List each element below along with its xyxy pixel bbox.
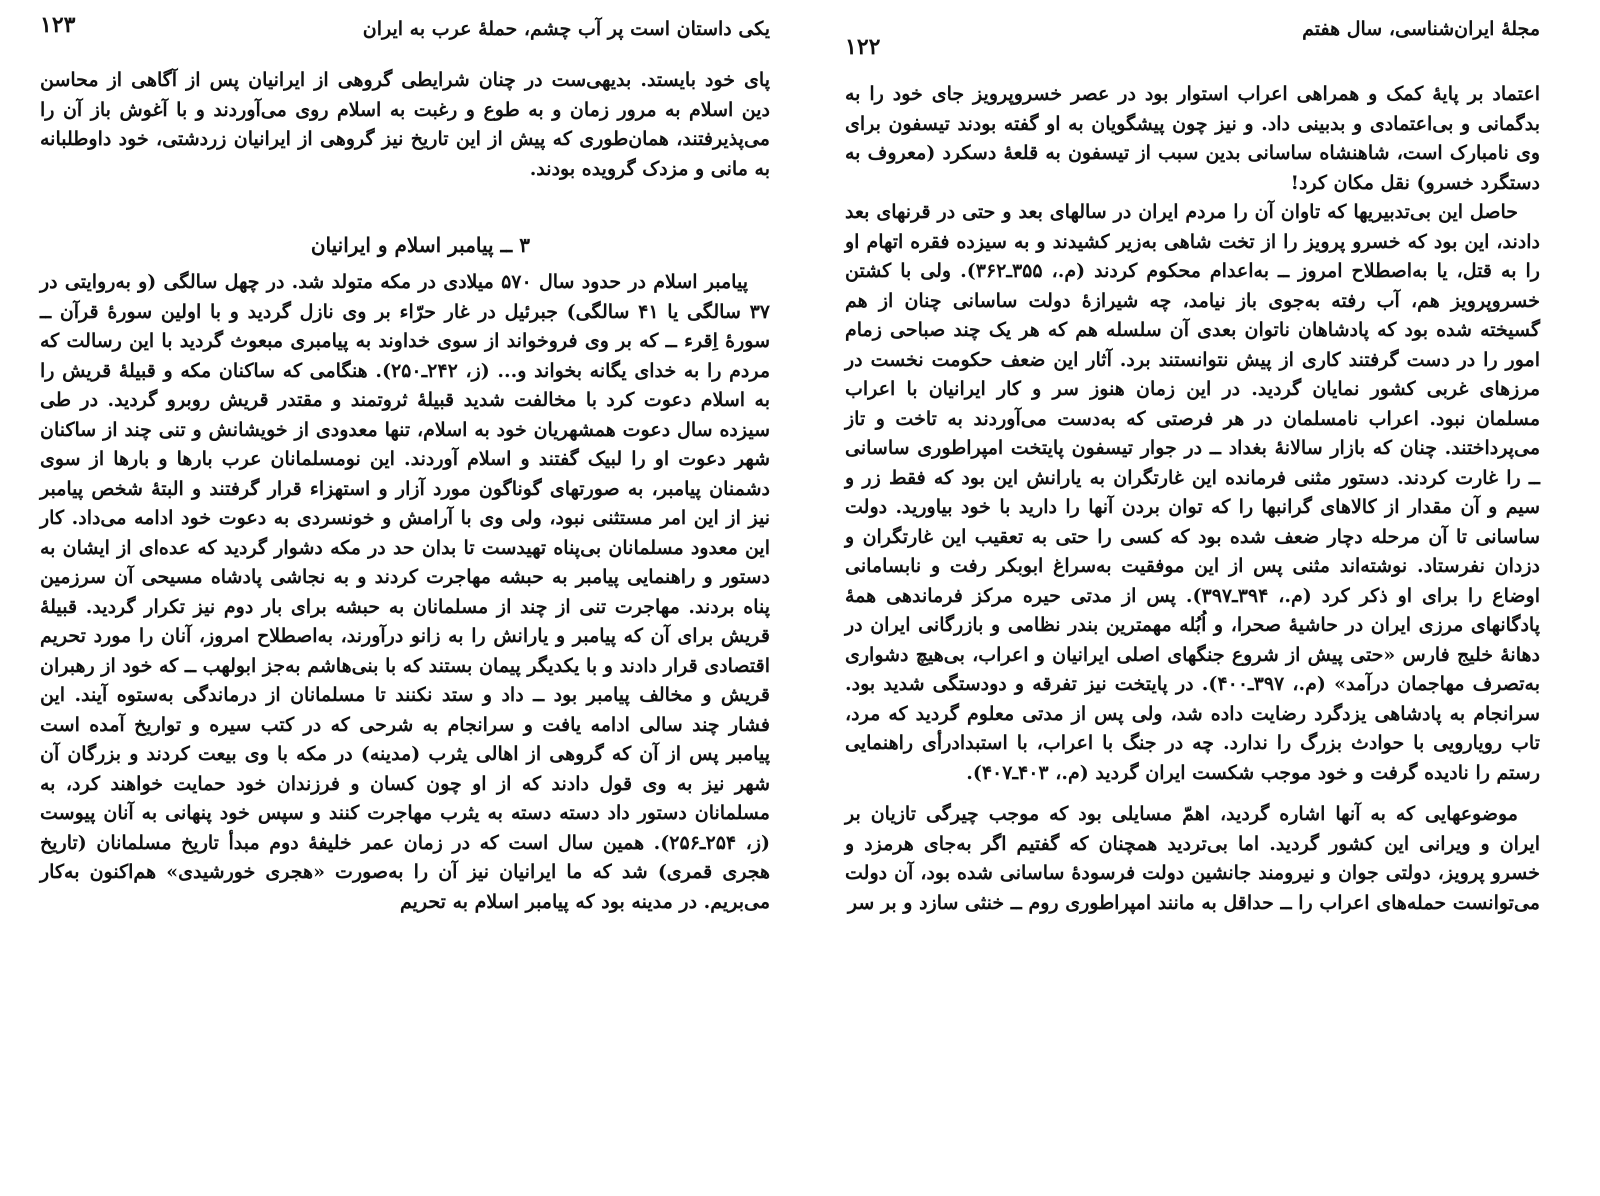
- right-page-number: ۱۲۲: [845, 34, 881, 60]
- right-paragraph-1: اعتماد بر پایهٔ کمک و همراهی اعراب استوار بود در عصر خسروپرویز جای خود را به بدگمانی و بی‌اعتمادی و بدبینی داد. و نیز چون پیشگویان به او گفته بودند تیسفون برای وی نامبارک است، شاهنشاه ساسانی بدین سبب از تیسفون به قلعهٔ دسکرد (معروف به دستگرد خسرو) نقل مکان کرد!: [845, 83, 1540, 194]
- paragraph-gap: [845, 788, 1540, 800]
- left-running-head: [40, 12, 770, 46]
- section-heading: ۳ ــ پیامبر اسلام و ایرانیان: [310, 233, 530, 257]
- left-page-body: [40, 66, 770, 917]
- left-paragraph-2: پیامبر اسلام در حدود سال ۵۷۰ میلادی در مکه متولد شد. در چهل سالگی (و به‌روایتی در ۳۷ سالگی یا ۴۱ سالگی) جبرئیل در غار حرّاء بر وی نازل گردید و با اولین سورهٔ قرآن ــ سورهٔ اِقرء ــ که بر وی فروخواند از سوی خداوند به پیامبری مبعوث گردید با این رسالت که مردم را به خدای یگانه بخواند و... (ز، ۲۴۲ـ۲۵۰). هنگامی که ساکنان مکه و قبیلهٔ قریش را به اسلام دعوت کرد با مخالفت شدید قبیلهٔ ثروتمند و مقتدر قریش روبرو گردید. در طی سیزده سال دعوت همشهریان خود به اسلام، تنها معدودی از خویشانش و تنی چند از ساکنان شهر دعوت او را لبیک گفتند و اسلام آوردند. این نومسلمانان عرب بارها و بارها از سوی دشمنان پیامبر، به صورتهای گوناگون مورد آزار و استهزاء قرار گرفتند و البتهٔ شخص پیامبر نیز از این امر مستثنی نبود، ولی وی با آرامش و خونسردی به دعوت خود ادامه می‌داد. کار این معدود مسلمانان بی‌پناه تهیدست تا بدان حد در مکه دشوار گردید که عده‌ای از ایشان به دستور و راهنمایی پیامبر به حبشه مهاجرت کردند و به نجاشی پادشاه مسیحی آن سرزمین پناه بردند. مهاجرت تنی از چند از مسلمانان به حبشه برای بار دوم نیز تکرار گردید. قبیلهٔ قریش برای آن که پیامبر و یارانش را به زانو درآورند، به‌اصطلاح امروز، آنان را مورد تحریم اقتصادی قرار دادند و با یکدیگر پیمان بستند که با بنی‌هاشم به‌جز ابولهب ــ که خود از رهبران قریش و مخالف پیامبر بود ــ داد و ستد نکنند تا مسلمانان از درماندگی به‌ستوه آیند. این فشار چند سالی ادامه یافت و سرانجام به شرحی که در کتب سیره و تواریخ آمده است پیامبر پس از آن که گروهی از اهالی یثرب (مدینه) در مکه با وی بیعت کردند و بزرگان آن شهر نیز به وی قول دادند که از او چون کسان و فرزندان خود حمایت خواهند کرد، به مسلمانان دستور داد دسته دسته به یثرب مهاجرت کنند و سپس خود پنهانی به آنان پیوست (ز، ۲۵۴ـ۲۵۶). همین سال است که در زمان عمر خلیفهٔ دوم مبدأ تاریخ مسلمانان (تاریخ هجری قمری) شد که ما ایرانیان نیز آن را به‌صورت «هجری خورشیدی» هم‌اکنون به‌کار می‌بریم. در مدینه بود که پیامبر اسلام به تحریم: [40, 271, 771, 913]
- left-page-number: ۱۲۳: [40, 12, 76, 38]
- right-paragraph-2: حاصل این بی‌تدبیریها که تاوان آن را مردم ایران در سالهای بعد و حتی در قرنهای بعد دادند، این بود که خسرو پرویز را از تخت شاهی به‌زیر کشیدند و به سیزده فقره اتهام او را به قتل، یا به‌اصطلاح امروز ــ به‌اعدام محکوم کردند (م.، ۳۵۵ـ۳۶۲). ولی با کشتن خسروپرویز هم، آب رفته به‌جوی باز نیامد، چه شیرازهٔ دولت ساسانی چنان از هم گسیخته شده بود که پادشاهان ناتوان بعدی آن سلسله هم که هر یک چند صباحی زمام امور را در دست گرفتند کاری از پیش نتوانستند برد. آثار این ضعف حکومت نخست در مرزهای غربی کشور نمایان گردید. در این زمان هنوز سر و کار ایرانیان با اعراب مسلمان نبود. اعراب نامسلمان در هر فرصتی که به‌دست می‌آوردند به تاخت و تاز می‌پرداختند. چنان که بازار سالانهٔ بغداد ــ در جوار تیسفون پایتخت امپراطوری ساسانی ــ را غارت کردند. دستور مثنی فرمانده این غارتگران به یارانش این بود که فقط زر و سیم و آن مقدار از کالاهای گرانبها را که توان بردن آنها را دارید با خود بیاورید. دولت ساسانی تا آن مرحله دچار ضعف شده بود که کسی را حتی به تعقیب این غارتگران و دزدان نفرستاد. نوشته‌اند مثنی پس از این موفقیت به‌سراغ ابوبکر رفت و نابسامانی اوضاع را برای او ذکر کرد (م.، ۳۹۴ـ۳۹۷). پس از مدتی حیره مرکز فرماندهی همهٔ پادگانهای مرزی ایران در حاشیهٔ صحرا، و اُبُله مهمترین بندر نظامی و بازرگانی ایران در دهانهٔ خلیج فارس «حتی پیش از شروع جنگهای اصلی ایرانیان و اعراب، بی‌هیچ دشواری به‌تصرف مهاجمان درآمد» (م.، ۳۹۷ـ۴۰۰). در پایتخت نیز تفرقه و دودستگی شدید بود. سرانجام به پادشاهی یزدگرد رضایت داده شد، ولی پس از مدتی معلوم گردید که مرد، تاب رویارویی با حوادث بزرگ را ندارد. چه در جنگ با اعراب، با استبدادرأی راهنمایی رستم را نادیده گرفت و خود موجب شکست ایران گردید (م.، ۴۰۳ـ۴۰۷).: [845, 201, 1541, 784]
- left-running-title: یکی داستان است پر آب چشم، حملهٔ عرب به ایران: [362, 18, 770, 40]
- left-paragraph-1: پای خود بایستد. بدیهی‌ست در چنان شرایطی گروهی از ایرانیان پس از آگاهی از محاسن دین اسلام به مرور زمان و به طوع و رغبت به اسلام روی می‌آوردند و با آغوش باز آن را می‌پذیرفتند، همان‌طوری که پیش از این تاریخ نیز گروهی از ایرانیان زردشتی، خود داوطلبانه به مانی و مزدک گرویده بودند.: [40, 69, 770, 180]
- right-page-body: [845, 80, 1540, 918]
- right-paragraph-3: موضوعهایی که به آنها اشاره گردید، اهمّ مسایلی بود که موجب چیرگی تازیان بر ایران و ویرانی این کشور گردید. اما بی‌تردید همچنان که گفتیم اگر به‌جای هرمزد و خسرو پرویز، دولتی جوان و نیرومند جانشین دولت فرسودهٔ ساسانی شده بود، آن دولت می‌توانست حمله‌های اعراب را ــ حداقل به مانند امپراطوری روم ــ خنثی سازد و بر سر: [845, 803, 1540, 914]
- right-running-title: مجلهٔ ایران‌شناسی، سال هفتم: [1302, 18, 1540, 40]
- right-running-head: [845, 12, 1540, 60]
- right-page: [800, 0, 1600, 1196]
